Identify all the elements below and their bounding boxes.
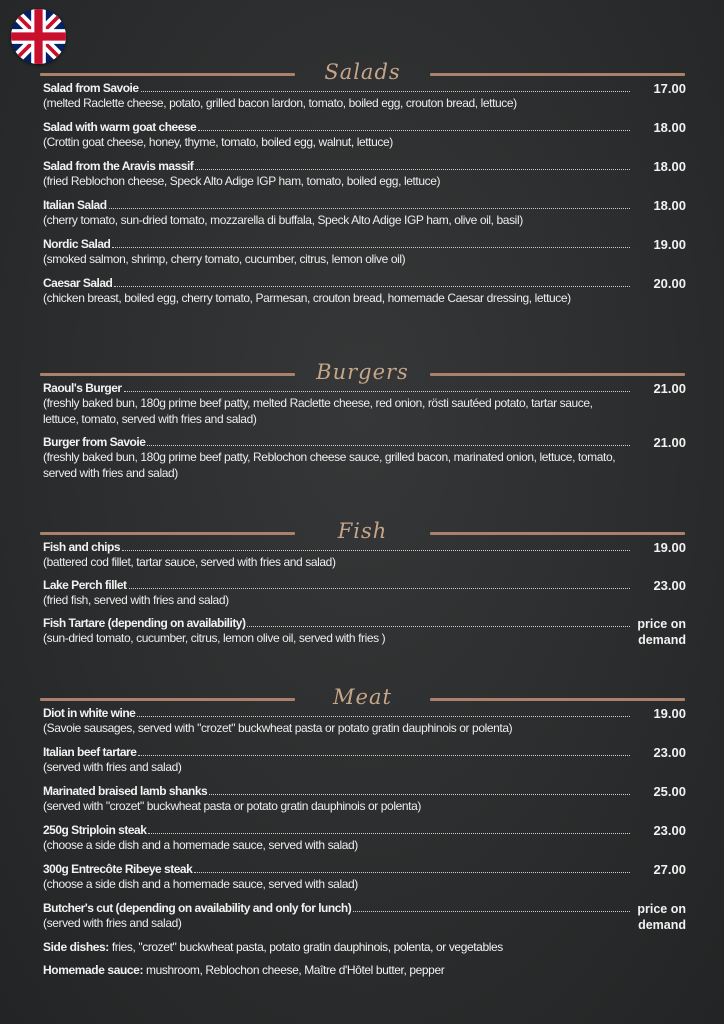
item-name: Lake Perch fillet — [43, 578, 127, 592]
item-description: (melted Raclette cheese, potato, grilled bacon lardon, tomato, boiled egg, crouton bread, lettuce) — [43, 96, 517, 110]
item-price: 18.00 — [653, 159, 686, 174]
item-description: (choose a side dish and a homemade sauce, served with salad) — [43, 877, 358, 891]
item-description: (sun-dried tomato, cucumber, citrus, lemon olive oil, served with fries ) — [43, 631, 386, 645]
item-price: 23.00 — [653, 745, 686, 760]
divider-line — [430, 698, 685, 701]
item-price — [637, 901, 686, 933]
item-description: (battered cod fillet, tartar sauce, served with fries and salad) — [43, 555, 336, 569]
menu-item — [43, 745, 686, 775]
divider-line — [40, 73, 295, 76]
item-price: 25.00 — [653, 784, 686, 799]
divider-line — [430, 532, 685, 535]
item-description: (choose a side dish and a homemade sauce, served with salad) — [43, 838, 358, 852]
item-description: (freshly baked bun, 180g prime beef patty, melted Raclette cheese, red onion, rösti sautéed potato, tartar sauce, lettuce, tomato, served with fries and salad) — [43, 396, 593, 426]
divider-line — [430, 373, 685, 376]
item-name: Caesar Salad — [43, 276, 113, 290]
side-dishes-note — [43, 940, 503, 954]
item-description: (smoked salmon, shrimp, cherry tomato, cucumber, citrus, lemon olive oil) — [43, 252, 406, 266]
item-description: (served with "crozet" buckwheat pasta or potato gratin dauphinois or polenta) — [43, 799, 421, 813]
item-description: (served with fries and salad) — [43, 916, 182, 930]
divider-line — [40, 698, 295, 701]
item-price: 21.00 — [653, 381, 686, 396]
item-name: Burger from Savoie — [43, 435, 146, 449]
note-label: Homemade sauce: — [43, 963, 144, 977]
item-description: (cherry tomato, sun-dried tomato, mozzarella di buffala, Speck Alto Adige IGP ham, olive oil, basil) — [43, 213, 523, 227]
item-price: 27.00 — [653, 862, 686, 877]
menu-item — [43, 901, 686, 931]
note-text: fries, "crozet" buckwheat pasta, potato gratin dauphinois, polenta, or vegetables — [108, 940, 503, 954]
item-name: Salad from Savoie — [43, 81, 139, 95]
menu-item — [43, 435, 686, 481]
item-name: Fish Tartare (depending on availability) — [43, 616, 246, 630]
item-name: 300g Entrecôte Ribeye steak — [43, 862, 193, 876]
item-name: Salad from the Aravis massif — [43, 159, 194, 173]
note-text: mushroom, Reblochon cheese, Maître d'Hôtel butter, pepper — [143, 963, 445, 977]
homemade-sauce-note — [43, 963, 444, 977]
item-price: 18.00 — [653, 198, 686, 213]
section-title: Fish — [337, 519, 388, 543]
union-jack-flag-icon[interactable] — [11, 9, 66, 64]
section-title: Meat — [333, 685, 392, 709]
item-name: Italian beef tartare — [43, 745, 137, 759]
item-name: Marinated braised lamb shanks — [43, 784, 208, 798]
menu-item — [43, 120, 686, 150]
item-name: Italian Salad — [43, 198, 107, 212]
item-price: 19.00 — [653, 237, 686, 252]
menu-item — [43, 81, 686, 111]
menu-item — [43, 823, 686, 853]
price-line: demand — [638, 918, 686, 932]
menu-item — [43, 276, 686, 306]
item-name: Diot in white wine — [43, 706, 136, 720]
menu-item — [43, 159, 686, 189]
note-label: Side dishes: — [43, 940, 109, 954]
menu-item — [43, 862, 686, 892]
item-price: 21.00 — [653, 435, 686, 450]
section-title: Burgers — [316, 360, 409, 384]
section-title: Salads — [324, 60, 401, 84]
item-description: (chicken breast, boiled egg, cherry tomato, Parmesan, crouton bread, homemade Caesar dressing, lettuce) — [43, 291, 571, 305]
menu-item — [43, 784, 686, 814]
price-line: demand — [638, 633, 686, 647]
item-description: (freshly baked bun, 180g prime beef patty, Reblochon cheese sauce, grilled bacon, marinated onion, lettuce, tomato, served with fries and salad) — [43, 450, 616, 480]
divider-line — [40, 373, 295, 376]
item-price: 17.00 — [653, 81, 686, 96]
item-description: (served with fries and salad) — [43, 760, 182, 774]
item-description: (Crottin goat cheese, honey, thyme, tomato, boiled egg, walnut, lettuce) — [43, 135, 393, 149]
item-price — [637, 616, 686, 648]
divider-line — [40, 532, 295, 535]
item-description: (Savoie sausages, served with "crozet" buckwheat pasta or potato gratin dauphinois or polenta) — [43, 721, 513, 735]
menu-item — [43, 578, 686, 608]
item-name: 250g Striploin steak — [43, 823, 147, 837]
menu-item — [43, 381, 686, 427]
menu-item — [43, 540, 686, 570]
menu-item — [43, 616, 686, 646]
item-price: 19.00 — [653, 540, 686, 555]
item-description: (fried Reblochon cheese, Speck Alto Adige IGP ham, tomato, boiled egg, lettuce) — [43, 174, 441, 188]
menu-item — [43, 198, 686, 228]
menu-item — [43, 237, 686, 267]
item-price: 19.00 — [653, 706, 686, 721]
item-price: 23.00 — [653, 823, 686, 838]
menu-item — [43, 706, 686, 736]
item-name: Nordic Salad — [43, 237, 111, 251]
item-price: 20.00 — [653, 276, 686, 291]
price-line: price on — [637, 617, 686, 631]
item-price: 18.00 — [653, 120, 686, 135]
item-description: (fried fish, served with fries and salad) — [43, 593, 229, 607]
item-name: Butcher's cut (depending on availability and only for lunch) — [43, 901, 352, 915]
item-name: Raoul's Burger — [43, 381, 122, 395]
item-price: 23.00 — [653, 578, 686, 593]
divider-line — [430, 73, 685, 76]
item-name: Salad with warm goat cheese — [43, 120, 197, 134]
price-line: price on — [637, 902, 686, 916]
item-name: Fish and chips — [43, 540, 121, 554]
